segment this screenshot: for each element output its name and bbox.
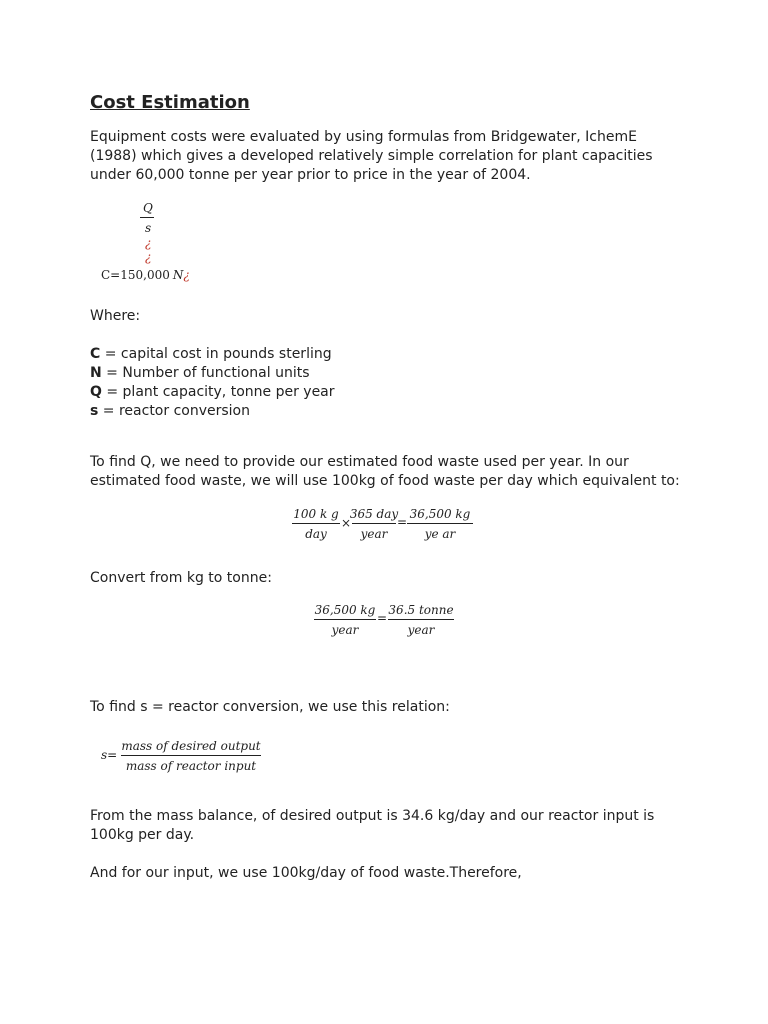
formula-fraction-bar bbox=[140, 217, 154, 218]
definition-item: C = capital cost in pounds sterling bbox=[90, 346, 332, 362]
intro-paragraph bbox=[90, 128, 653, 185]
input-text: And for our input, we use 100kg/day of food waste.Therefore, bbox=[90, 865, 522, 881]
formula-glyph: ¿ bbox=[145, 250, 152, 264]
intro-line: Equipment costs were evaluated by using formulas from Bridgewater, IchemE bbox=[90, 129, 637, 145]
find-s-text: To find s = reactor conversion, we use this relation: bbox=[90, 699, 450, 715]
find-q-paragraph: To find Q, we need to provide our estimated food waste used per year. In our estimated food waste, we will use 100kg of food waste per day which equivalent to: bbox=[90, 454, 680, 489]
where-label: Where: bbox=[90, 308, 141, 324]
definition-item: N = Number of functional units bbox=[90, 365, 310, 381]
mass-balance-paragraph: From the mass balance, of desired output is 34.6 kg/day and our reactor input is 100kg per day. bbox=[90, 808, 655, 843]
intro-line: (1988) which gives a developed relatively simple correlation for plant capacities bbox=[90, 148, 653, 164]
formula-main: C=150,000 bbox=[101, 268, 170, 282]
formula-glyph: ¿ bbox=[145, 236, 152, 250]
conversion-equation: s= mass of desired output mass of reactor input bbox=[101, 739, 261, 773]
definitions-list bbox=[90, 345, 335, 421]
formula-q: Q bbox=[143, 201, 153, 215]
definition-item: s = reactor conversion bbox=[90, 403, 250, 419]
definition-item: Q = plant capacity, tonne per year bbox=[90, 384, 335, 400]
convert-text: Convert from kg to tonne: bbox=[90, 570, 272, 586]
section-title: Cost Estimation bbox=[90, 92, 250, 113]
kg-to-tonne-equation: 36,500 kg year = 36.5 tonne year bbox=[314, 603, 454, 637]
formula-glyph: ¿ bbox=[183, 268, 190, 282]
capital-cost-formula bbox=[100, 200, 240, 284]
formula-s: s bbox=[145, 221, 152, 235]
formula-var-n: N bbox=[172, 268, 184, 282]
daily-to-yearly-equation: 100 k g day × 365 day year = 36,500 kg ye ar bbox=[292, 506, 492, 546]
intro-line: under 60,000 tonne per year prior to price in the year of 2004. bbox=[90, 167, 531, 183]
